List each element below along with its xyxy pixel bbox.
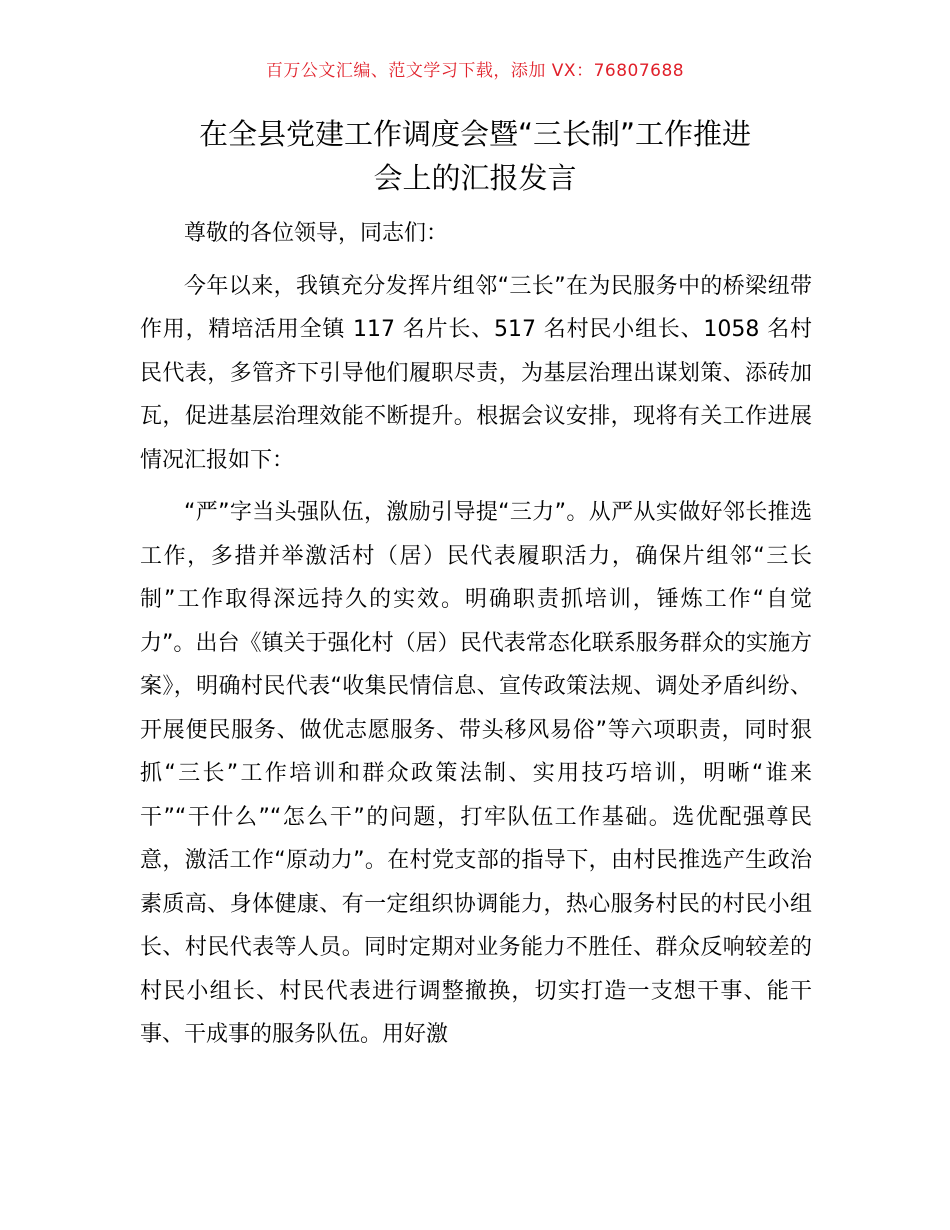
paragraph-team-building: “严”字当头强队伍，激励引导提“三力”。从严从实做好邻长推选工作，多措并举激活村（居）民代表履职活力，确保片组邻“三长制”工作取得深远持久的实效。明确职责抓培训，锤炼工作“自觉力”。出台《镇关于强化村（居）民代表常态化联系服务群众的实施方案》，明确村民代表“收集民情信息、宣传政策法规、调处矛盾纠纷、开展便民服务、做优志愿服务、带头移风易俗”等六项职责，同时狠抓“三长”工作培训和群众政策法制、实用技巧培训，明晰“谁来干”“干什么”“怎么干”的问题，打牢队伍工作基础。选优配强尊民意，激活工作“原动力”。在村党支部的指导下，由村民推选产生政治素质高、身体健康、有一定组织协调能力，热心服务村民的村民小组长、村民代表等人员。同时定期对业务能力不胜任、群众反响较差的村民小组长、村民代表进行调整撤换，切实打造一支想干事、能干事、干成事的服务队伍。用好激 [140,500,812,1047]
title-line-1: 在全县党建工作调度会暨“三长制”工作推进 [198,117,752,151]
document-body [140,212,812,1057]
salutation: 尊敬的各位领导，同志们： [184,221,449,246]
paragraph-intro: 今年以来，我镇充分发挥片组邻“三长”在为民服务中的桥梁纽带作用，精培活用全镇 117 名片长、517 名村民小组长、1058 名村民代表，多管齐下引导他们履职尽责，为基层治理出谋划策、添砖加瓦，促进基层治理效能不断提升。根据会议安排，现将有关工作进展情况汇报如下： [140,273,812,473]
document-title [140,112,810,200]
title-line-2: 会上的汇报发言 [373,161,577,195]
download-notice: 百万公文汇编、范文学习下载，添加 VX：76807688 [265,61,685,81]
